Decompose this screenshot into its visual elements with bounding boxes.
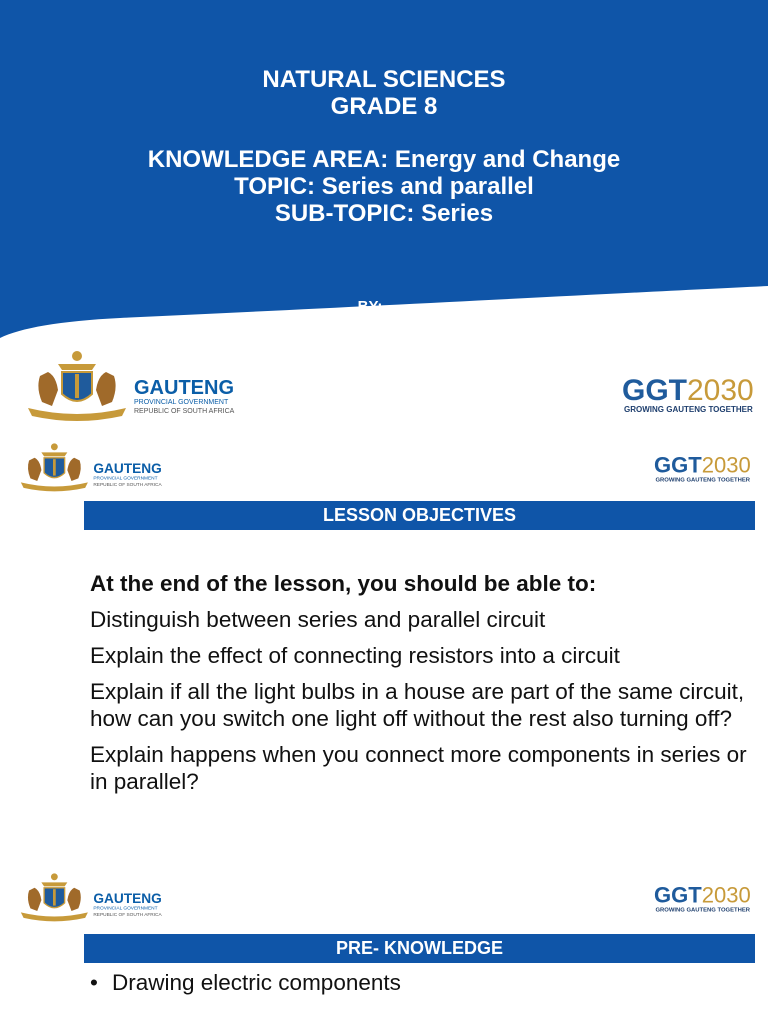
bullet-icon: • (90, 970, 98, 995)
ggt-tagline: GROWING GAUTENG TOGETHER (655, 477, 751, 484)
svg-text:GGT2030 (654, 453, 751, 478)
coat-of-arms-icon (28, 351, 126, 421)
coat-of-arms-icon (21, 443, 88, 491)
pre-knowledge-bar: PRE- KNOWLEDGE (84, 934, 755, 963)
svg-text:GGT2030 (654, 883, 751, 908)
ggt2030-logo (654, 882, 754, 916)
objectives-slide (0, 436, 768, 856)
gauteng-line2: REPUBLIC OF SOUTH AFRICA (93, 912, 162, 918)
ggt2030-logo (622, 372, 758, 418)
title-knowledge-area: KNOWLEDGE AREA: Energy and Change (147, 146, 621, 173)
gauteng-line1: PROVINCIAL GOVERNMENT (134, 399, 229, 406)
objective-item: Distinguish between series and parallel circuit (90, 607, 546, 632)
lesson-objectives-bar: LESSON OBJECTIVES (84, 501, 755, 530)
ggt-name-part1: GGT (654, 452, 702, 478)
svg-text:GGT2030 (622, 374, 754, 407)
title-subject: NATURAL SCIENCES (262, 66, 506, 93)
gauteng-line1: PROVINCIAL GOVERNMENT (93, 906, 158, 912)
objectives-list (90, 570, 750, 804)
gauteng-line2: REPUBLIC OF SOUTH AFRICA (134, 408, 235, 415)
ggt-tagline: GROWING GAUTENG TOGETHER (624, 405, 753, 414)
ggt-tagline: GROWING GAUTENG TOGETHER (655, 907, 751, 914)
title-grade: GRADE 8 (330, 93, 438, 120)
gauteng-name: GAUTENG (93, 460, 162, 476)
bullet-text: Drawing electric components (112, 970, 401, 995)
title-topic: TOPIC: Series and parallel (234, 173, 534, 200)
ggt2030-logo (654, 452, 754, 486)
ggt-name-part2: 2030 (701, 882, 751, 908)
gauteng-line2: REPUBLIC OF SOUTH AFRICA (93, 482, 162, 488)
title-slide (0, 0, 768, 436)
title-subtopic: SUB-TOPIC: Series (274, 200, 494, 227)
gauteng-line1: PROVINCIAL GOVERNMENT (93, 476, 158, 482)
by-label: BY: (357, 298, 383, 315)
gauteng-logo (22, 346, 242, 422)
gauteng-name: GAUTENG (93, 890, 162, 906)
objective-item: Explain the effect of connecting resistors into a circuit (90, 643, 620, 668)
ggt-name-part1: GGT (654, 882, 702, 908)
coat-of-arms-icon (21, 873, 88, 921)
objective-item: Explain happens when you connect more components in series or in parallel? (90, 742, 747, 794)
list-item (90, 970, 401, 996)
title-text (0, 66, 768, 227)
objectives-heading: At the end of the lesson, you should be able to: (90, 571, 597, 596)
ggt-name-part2: 2030 (687, 374, 754, 407)
objective-item: Explain if all the light bulbs in a house are part of the same circuit, how can you switch one light off without the rest also turning off? (90, 679, 745, 731)
preknowledge-slide (0, 856, 768, 1024)
gauteng-logo (12, 870, 172, 922)
ggt-name-part2: 2030 (701, 452, 751, 478)
ggt-name-part1: GGT (622, 374, 687, 407)
gauteng-logo (12, 440, 172, 492)
gauteng-name: GAUTENG (134, 377, 234, 399)
